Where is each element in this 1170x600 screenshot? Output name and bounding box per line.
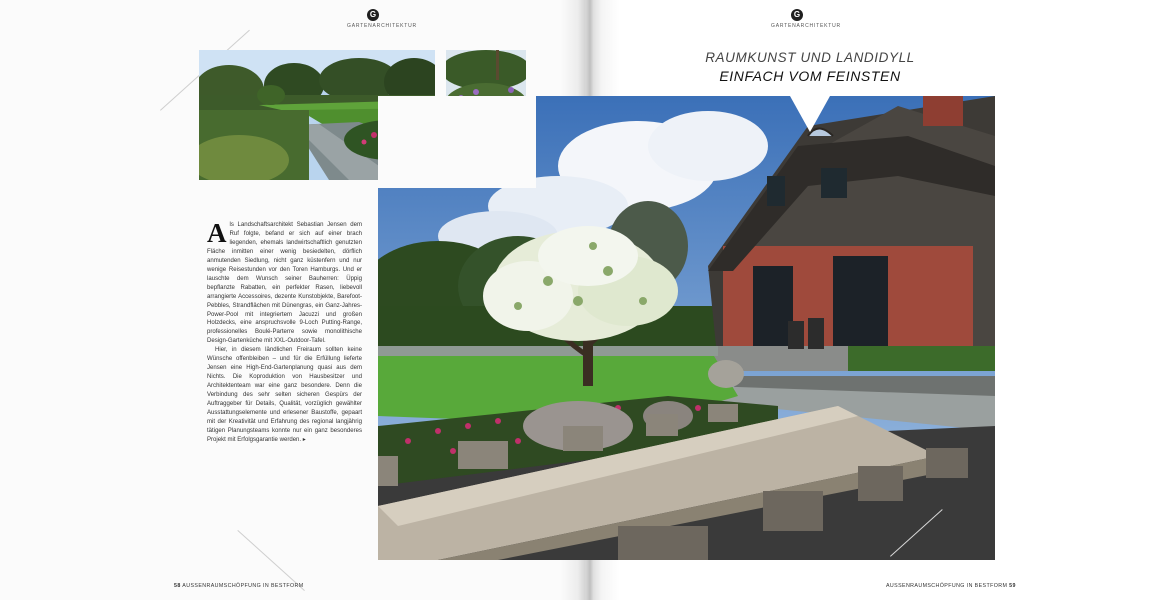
page-number-right: 59 — [1009, 583, 1016, 589]
page-number-left: 58 — [174, 583, 181, 589]
footer-right — [886, 583, 1016, 589]
headline-line-2: EINFACH VOM FEINSTEN — [719, 68, 901, 84]
section-label-right: GARTENARCHITEKTUR — [771, 23, 841, 29]
article-paragraph-2-text: Hier, in diesem ländlichen Freiraum sollten keine Wünsche offenbleiben – und für die Erfüllung lieferte Jensen eine High-End-Gartenplanung quasi aus dem Nichts. Die Koproduktion von Hausbesitzer und Architektenteam war eine ganz besondere. Denn die Verbindung des sehr selten sicheren Gespürs der Auftraggeber für Details, Qualität, vorzüglich gewählter Ausstattungselemente und erlesener Baustoffe, gepaart mit der Kreativität und Erfahrung des regional langjährig tätigen Planungsteams konnte nur ein ganz besonderes Projekt mit Erfolgsgarantie werden. — [207, 347, 362, 443]
notch-triangle — [790, 96, 830, 134]
headline-line-1: RAUMKUNST UND LANDIDYLL — [705, 50, 915, 65]
logo-icon-right: G — [791, 9, 803, 21]
drop-cap: A — [207, 218, 227, 248]
article-body — [207, 218, 362, 445]
house-garden-main-photo — [378, 96, 995, 560]
article-paragraph-1-text: ls Landschaftsarchitekt Sebastian Jensen dem Ruf folgte, befand er sich auf einer brach liegenden, ehemals landwirtschaftlich genutzten Fläche inmitten einer wenig besiedelten, dörflich anmutenden Siedlung, nicht ganz küstenfern und nur wenige Reisestunden vor den Toren Hamburgs. Und er lauschte dem Wunsch seiner Bauherren: Üppig bepflanzte Rabatten, ein perfekter Rasen, liebevoll arrangierte Accessoires, dezente Kunstobjekte, Barefoot-Pebbles, Strandflächen mit Dünengras, ein Ganz-Jahres-Power-Pool mit integriertem Jacuzzi und großen Holzdecks, eine anspruchsvolle 9-Loch Putting-Range, professionelles Boulé-Parterre sowie monolithische Design-Gartenküche mit XXL-Outdoor-Tafel. — [207, 222, 362, 345]
section-label: GARTENARCHITEKTUR — [347, 23, 417, 29]
footer-title-right: AUSSENRAUMSCHÖPFUNG IN BESTFORM — [886, 583, 1008, 589]
article-paragraph-2 — [207, 346, 362, 444]
footer-title-left: AUSSENRAUMSCHÖPFUNG IN BESTFORM — [182, 583, 304, 589]
footer-left — [174, 583, 304, 589]
logo-icon: G — [367, 9, 379, 21]
end-mark-icon: ▸ — [302, 436, 306, 443]
article-paragraph-1 — [207, 218, 362, 346]
house-garden-illustration — [378, 96, 995, 560]
